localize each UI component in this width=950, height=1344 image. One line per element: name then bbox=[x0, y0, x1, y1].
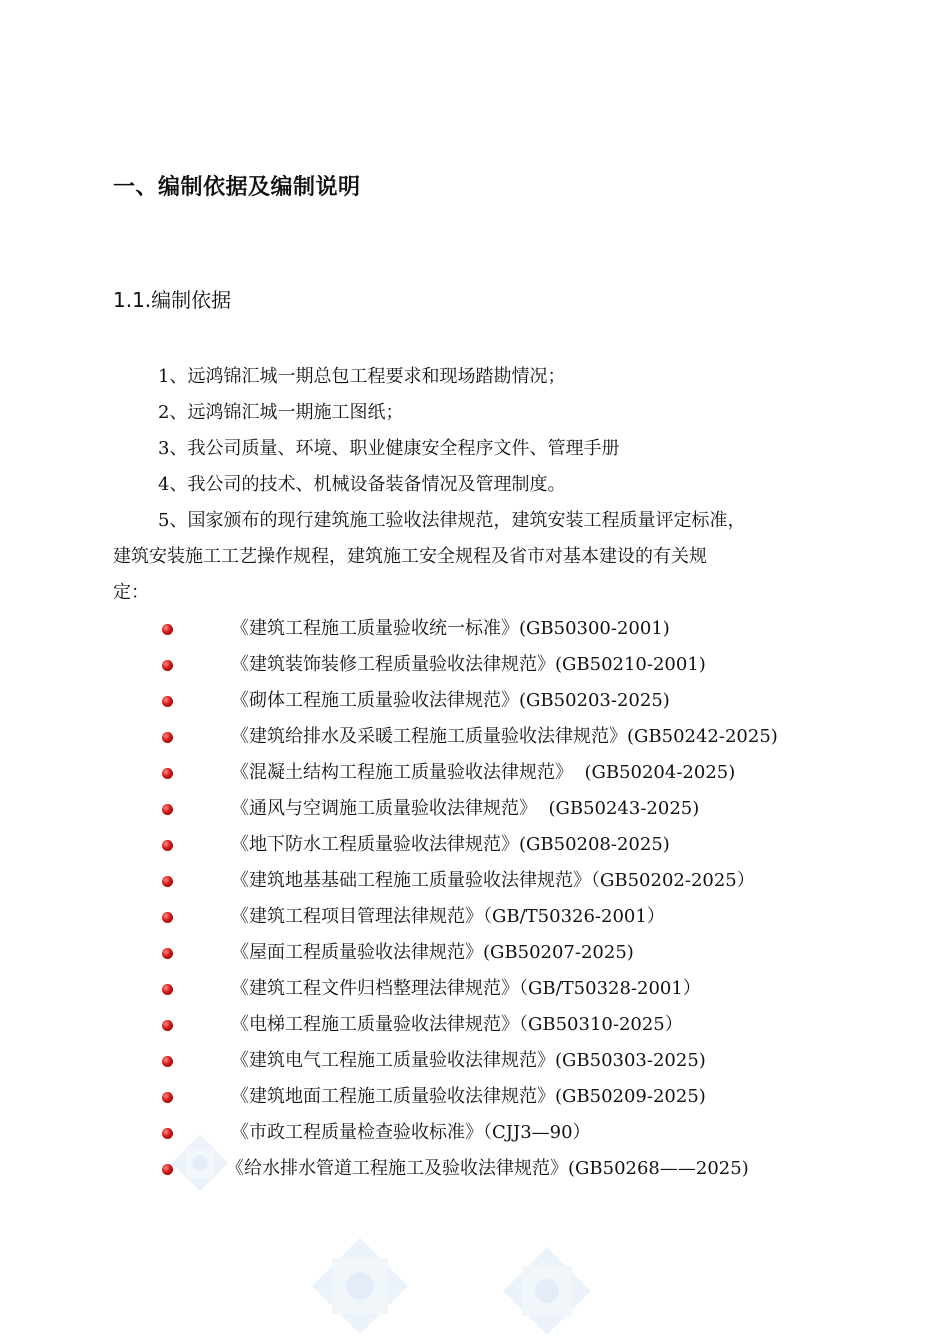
standard-text: 《建筑地面工程施工质量验收法律规范》(GB50209-2025) bbox=[231, 1086, 706, 1107]
snowflake-watermark-icon bbox=[300, 1228, 420, 1344]
standard-text: 《建筑电气工程施工质量验收法律规范》(GB50303-2025) bbox=[231, 1050, 706, 1071]
list-item bbox=[113, 1115, 873, 1151]
bullet-icon bbox=[162, 912, 173, 923]
subsection-title: 1.1.编制依据 bbox=[113, 288, 232, 312]
standard-text: 《市政工程质量检查验收标准》（CJJ3—90） bbox=[231, 1122, 591, 1143]
standard-text: 《地下防水工程质量验收法律规范》(GB50208-2025) bbox=[231, 834, 670, 855]
standard-text: 《建筑工程施工质量验收统一标准》(GB50300-2001) bbox=[231, 618, 670, 639]
basis-item-4: 4、我公司的技术、机械设备装备情况及管理制度。 bbox=[158, 474, 566, 495]
list-item bbox=[113, 935, 873, 971]
list-item bbox=[113, 755, 873, 791]
watermark-snowflake-center bbox=[300, 1228, 420, 1344]
standard-text: 《砌体工程施工质量验收法律规范》(GB50203-2025) bbox=[231, 690, 670, 711]
standard-text: 《屋面工程质量验收法律规范》(GB50207-2025) bbox=[231, 942, 634, 963]
basis-item-2: 2、远鸿锦汇城一期施工图纸； bbox=[158, 402, 404, 423]
list-item bbox=[113, 1007, 873, 1043]
bullet-icon bbox=[162, 1128, 173, 1139]
section-title: 一、编制依据及编制说明 bbox=[113, 175, 361, 200]
snowflake-watermark-icon bbox=[492, 1238, 602, 1344]
list-item bbox=[113, 683, 873, 719]
standard-text: 《给水排水管道工程施工及验收法律规范》(GB50268——2025) bbox=[226, 1158, 749, 1179]
list-item bbox=[113, 1079, 873, 1115]
list-item bbox=[113, 791, 873, 827]
standard-text: 《电梯工程施工质量验收法律规范》（GB50310-2025） bbox=[231, 1014, 683, 1035]
standard-text: 《建筑工程文件归档整理法律规范》（GB/T50328-2001） bbox=[231, 978, 701, 999]
basis-item-5-line-1: 5、国家颁布的现行建筑施工验收法律规范，建筑安装工程质量评定标准， bbox=[158, 510, 746, 531]
bullet-icon bbox=[162, 984, 173, 995]
bullet-icon bbox=[162, 1164, 173, 1175]
bullet-icon bbox=[162, 732, 173, 743]
bullet-icon bbox=[162, 948, 173, 959]
standard-text: 《建筑装饰装修工程质量验收法律规范》(GB50210-2001) bbox=[231, 654, 706, 675]
standards-list bbox=[113, 611, 873, 1187]
bullet-icon bbox=[162, 660, 173, 671]
standard-text: 《混凝土结构工程施工质量验收法律规范》 (GB50204-2025) bbox=[231, 762, 736, 783]
basis-item-3: 3、我公司质量、环境、职业健康安全程序文件、管理手册 bbox=[158, 438, 620, 459]
basis-item-5-line-3: 定： bbox=[113, 582, 149, 603]
standard-text: 《通风与空调施工质量验收法律规范》 (GB50243-2025) bbox=[231, 798, 700, 819]
list-item bbox=[113, 719, 873, 755]
bullet-icon bbox=[162, 1020, 173, 1031]
list-item bbox=[113, 1043, 873, 1079]
bullet-icon bbox=[162, 696, 173, 707]
bullet-icon bbox=[162, 840, 173, 851]
bullet-icon bbox=[162, 1056, 173, 1067]
bullet-icon bbox=[162, 1092, 173, 1103]
bullet-icon bbox=[162, 804, 173, 815]
list-item bbox=[113, 971, 873, 1007]
standard-text: 《建筑工程项目管理法律规范》（GB/T50326-2001） bbox=[231, 906, 665, 927]
list-item bbox=[113, 1151, 873, 1187]
list-item bbox=[113, 899, 873, 935]
list-item bbox=[113, 827, 873, 863]
watermark-snowflake-right bbox=[492, 1238, 602, 1344]
bullet-icon bbox=[162, 876, 173, 887]
bullet-icon bbox=[162, 768, 173, 779]
standard-text: 《建筑地基基础工程施工质量验收法律规范》（GB50202-2025） bbox=[231, 870, 755, 891]
bullet-icon bbox=[162, 624, 173, 635]
basis-item-5-line-2: 建筑安装施工工艺操作规程，建筑施工安全规程及省市对基本建设的有关规 bbox=[113, 546, 707, 567]
basis-item-1: 1、远鸿锦汇城一期总包工程要求和现场踏勘情况； bbox=[158, 366, 566, 387]
list-item bbox=[113, 611, 873, 647]
standard-text: 《建筑给排水及采暖工程施工质量验收法律规范》(GB50242-2025) bbox=[231, 726, 778, 747]
list-item bbox=[113, 647, 873, 683]
list-item bbox=[113, 863, 873, 899]
